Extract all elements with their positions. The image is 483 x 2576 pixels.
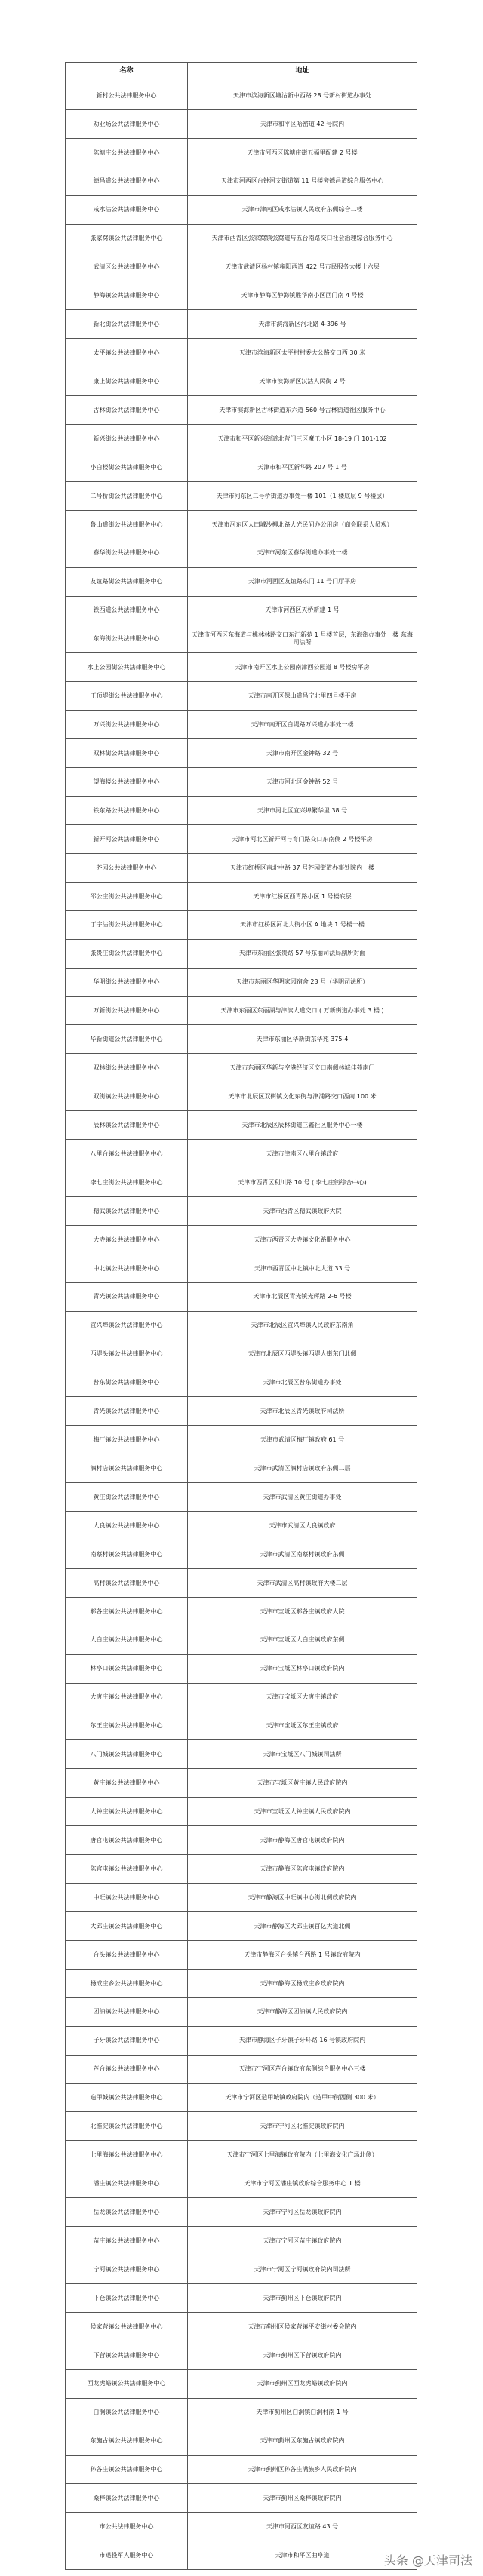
address-cell: 天津市河北区新开河与育门路交口东南侧 2 号楼平房 bbox=[188, 824, 417, 853]
address-cell: 天津市和平区哈密道 42 号院内 bbox=[188, 109, 417, 138]
address-cell: 天津市东丽区华明家园宿舍 23 号（华明司法所） bbox=[188, 968, 417, 996]
center-name-cell: 李七庄街公共法律服务中心 bbox=[66, 1168, 188, 1197]
address-cell: 天津市津南区八里台镇政府 bbox=[188, 1140, 417, 1168]
address-cell: 天津市武清区梅厂镇政府 61 号 bbox=[188, 1426, 417, 1454]
column-header-address: 地址 bbox=[188, 63, 417, 81]
address-cell: 天津市西青区精武镇政府大院 bbox=[188, 1196, 417, 1225]
center-name-cell: 王顶堤街公共法律服务中心 bbox=[66, 682, 188, 711]
center-name-cell: 双林街公共法律服务中心 bbox=[66, 739, 188, 768]
address-cell: 天津市和平区新华路 207 号 1 号 bbox=[188, 453, 417, 481]
address-cell: 天津市静海区台头镇台西路 1 号镇政府院内 bbox=[188, 1940, 417, 1969]
table-row bbox=[66, 1082, 417, 1111]
address-cell: 天津市宁河区七里海镇政府院内（七里海文化广场北侧） bbox=[188, 2141, 417, 2169]
center-name-cell: 华明街公共法律服务中心 bbox=[66, 968, 188, 996]
center-name-cell: 铁西道公共法律服务中心 bbox=[66, 596, 188, 625]
address-cell: 天津市蓟州区侯家营镇平安街村委会院内 bbox=[188, 2312, 417, 2341]
address-cell: 天津市津南区咸水沽镇人民政府东侧综合二楼 bbox=[188, 195, 417, 224]
table-row bbox=[66, 1997, 417, 2026]
center-name-cell: 苗庄镇公共法律服务中心 bbox=[66, 2227, 188, 2255]
center-name-cell: 大钟庄镇公共法律服务中心 bbox=[66, 1798, 188, 1826]
table-row bbox=[66, 510, 417, 539]
center-name-cell: 芥园公共法律服务中心 bbox=[66, 853, 188, 882]
address-cell: 天津市北辰区宜兴埠镇人民政府东南角 bbox=[188, 1311, 417, 1340]
address-cell: 天津市南开区水上公园南津西公园道 8 号楼房平房 bbox=[188, 653, 417, 682]
address-cell: 天津市静海区杨成庄乡政府院内 bbox=[188, 1969, 417, 1997]
address-cell: 天津市蓟州区东施古镇政府院内 bbox=[188, 2427, 417, 2455]
address-cell: 天津市西青区张家窝镇张窝道与五台南路交口社会治理综合服务中心 bbox=[188, 224, 417, 253]
table-row bbox=[66, 1568, 417, 1597]
address-cell: 天津市红桥区南北中路 37 号芥园街道办事处院内一楼 bbox=[188, 853, 417, 882]
center-name-cell: 新兴街公共法律服务中心 bbox=[66, 425, 188, 453]
center-name-cell: 侯家营镇公共法律服务中心 bbox=[66, 2312, 188, 2341]
table-row bbox=[66, 739, 417, 768]
address-cell: 天津市河西区台钟河支街道第 11 号楼旁德昌道综合服务中心 bbox=[188, 167, 417, 195]
center-name-cell: 康上街公共法律服务中心 bbox=[66, 367, 188, 396]
table-row bbox=[66, 1712, 417, 1740]
center-name-cell: 东海街公共法律服务中心 bbox=[66, 625, 188, 653]
address-cell: 天津市东丽区华新街东华苑 375-4 bbox=[188, 1025, 417, 1054]
table-row bbox=[66, 2398, 417, 2427]
center-name-cell: 八里台镇公共法律服务中心 bbox=[66, 1140, 188, 1168]
center-name-cell: 万新街公共法律服务中心 bbox=[66, 996, 188, 1025]
center-name-cell: 劝业场公共法律服务中心 bbox=[66, 109, 188, 138]
center-name-cell: 桑梓镇公共法律服务中心 bbox=[66, 2484, 188, 2513]
center-name-cell: 潘庄镇公共法律服务中心 bbox=[66, 2169, 188, 2198]
address-cell: 天津市北辰区青光镇政府司法所 bbox=[188, 1397, 417, 1426]
address-cell: 天津市宝坻区黄庄镇人民政府院内 bbox=[188, 1769, 417, 1798]
table-row bbox=[66, 711, 417, 739]
center-name-cell: 二号桥街公共法律服务中心 bbox=[66, 481, 188, 510]
table-row bbox=[66, 1740, 417, 1769]
address-cell: 天津市宝坻区郝各庄镇政府大院 bbox=[188, 1597, 417, 1626]
address-cell: 天津市静海区陈官屯镇政府院内 bbox=[188, 1855, 417, 1884]
center-name-cell: 市公共法律服务中心 bbox=[66, 2513, 188, 2541]
address-cell: 天津市北辰区青光镇光辉路 2-6 号楼 bbox=[188, 1282, 417, 1311]
address-cell: 天津市武清区大良镇政府 bbox=[188, 1512, 417, 1540]
table-header-row bbox=[66, 63, 417, 81]
table-row bbox=[66, 195, 417, 224]
table-row bbox=[66, 253, 417, 281]
table-row bbox=[66, 539, 417, 567]
address-cell: 天津市南开区保山道昌宁北里四号楼平房 bbox=[188, 682, 417, 711]
table-row bbox=[66, 1483, 417, 1512]
table-row bbox=[66, 224, 417, 253]
center-name-cell: 市退役军人服务中心 bbox=[66, 2541, 188, 2570]
address-cell: 天津市红桥区河北大街小区 A 地块 1 号楼一楼 bbox=[188, 910, 417, 939]
table-row bbox=[66, 653, 417, 682]
table-row bbox=[66, 1025, 417, 1054]
table-row bbox=[66, 768, 417, 797]
address-cell: 天津市武清区泗村店镇政府东侧二层 bbox=[188, 1454, 417, 1483]
center-name-cell: 青光镇公共法律服务中心 bbox=[66, 1282, 188, 1311]
address-cell: 天津市静海区团泊镇人民政府院内 bbox=[188, 1997, 417, 2026]
center-name-cell: 大白庄镇公共法律服务中心 bbox=[66, 1626, 188, 1654]
center-name-cell: 望海楼公共法律服务中心 bbox=[66, 768, 188, 797]
center-name-cell: 造甲城镇公共法律服务中心 bbox=[66, 2083, 188, 2112]
center-name-cell: 泗村店镇公共法律服务中心 bbox=[66, 1454, 188, 1483]
address-cell: 天津市宝坻区大唐庄镇政府 bbox=[188, 1683, 417, 1712]
table-row bbox=[66, 797, 417, 825]
table-row bbox=[66, 2198, 417, 2227]
table-row bbox=[66, 2541, 417, 2570]
table-row bbox=[66, 1168, 417, 1197]
center-name-cell: 张家窝镇公共法律服务中心 bbox=[66, 224, 188, 253]
center-name-cell: 邵公庄街公共法律服务中心 bbox=[66, 882, 188, 910]
center-name-cell: 梅厂镇公共法律服务中心 bbox=[66, 1426, 188, 1454]
center-name-cell: 西龙虎峪镇公共法律服务中心 bbox=[66, 2369, 188, 2398]
table-row bbox=[66, 625, 417, 653]
table-row bbox=[66, 396, 417, 425]
center-name-cell: 黄庄镇公共法律服务中心 bbox=[66, 1769, 188, 1798]
table-row bbox=[66, 1368, 417, 1397]
center-name-cell: 德昌道公共法律服务中心 bbox=[66, 167, 188, 195]
center-name-cell: 张贵庄街公共法律服务中心 bbox=[66, 939, 188, 968]
table-row bbox=[66, 367, 417, 396]
table-row bbox=[66, 2083, 417, 2112]
address-cell: 天津市宝坻区林亭口镇政府院内 bbox=[188, 1654, 417, 1683]
address-cell: 天津市静海区静海镇胜华南小区西门南 4 号楼 bbox=[188, 281, 417, 310]
address-cell: 天津市滨海新区太平村村委大公路交口西 30 米 bbox=[188, 339, 417, 367]
address-cell: 天津市静海区子牙镇子牙环路 16 号镇政府院内 bbox=[188, 2026, 417, 2055]
address-cell: 天津市东丽区华新与空港经济区交口南侧林城佳苑南门 bbox=[188, 1054, 417, 1082]
center-name-cell: 鲁山道街公共法律服务中心 bbox=[66, 510, 188, 539]
table-row bbox=[66, 1769, 417, 1798]
watermark: 头条 @天津司法 bbox=[383, 2553, 472, 2568]
table-row bbox=[66, 1340, 417, 1368]
table-row bbox=[66, 1311, 417, 1340]
center-name-cell: 双林街公共法律服务中心 bbox=[66, 1054, 188, 1082]
center-name-cell: 团泊镇公共法律服务中心 bbox=[66, 1997, 188, 2026]
table-row bbox=[66, 281, 417, 310]
address-cell: 天津市宁河区造甲城镇政府院内（造甲中街西侧 300 米） bbox=[188, 2083, 417, 2112]
address-cell: 天津市宝坻区大白庄镇政府东侧 bbox=[188, 1626, 417, 1654]
table-row bbox=[66, 1626, 417, 1654]
center-name-cell: 中北镇公共法律服务中心 bbox=[66, 1254, 188, 1282]
center-name-cell: 白涧镇公共法律服务中心 bbox=[66, 2398, 188, 2427]
table-row bbox=[66, 2141, 417, 2169]
table-row bbox=[66, 1397, 417, 1426]
table-row bbox=[66, 167, 417, 195]
address-cell: 天津市河北区金钟路 52 号 bbox=[188, 768, 417, 797]
address-cell: 天津市宁河区芦台镇政府东侧综合服务中心三楼 bbox=[188, 2055, 417, 2083]
address-cell: 天津市武清区杨村镇雍阳西道 422 号市民服务大楼十六层 bbox=[188, 253, 417, 281]
center-name-cell: 西堤头镇公共法律服务中心 bbox=[66, 1340, 188, 1368]
center-name-cell: 孙各庄镇公共法律服务中心 bbox=[66, 2455, 188, 2484]
table-row bbox=[66, 310, 417, 339]
center-name-cell: 尔王庄镇公共法律服务中心 bbox=[66, 1712, 188, 1740]
address-cell: 天津市红桥区西青路小区 1 号楼底层 bbox=[188, 882, 417, 910]
table-row bbox=[66, 853, 417, 882]
address-cell: 天津市东丽区东丽湖与津滨大道交口 ( 万新街道办事处 3 楼 ) bbox=[188, 996, 417, 1025]
center-name-cell: 宜兴埠镇公共法律服务中心 bbox=[66, 1311, 188, 1340]
center-name-cell: 中旺镇公共法律服务中心 bbox=[66, 1884, 188, 1912]
center-name-cell: 静海镇公共法律服务中心 bbox=[66, 281, 188, 310]
table-row bbox=[66, 910, 417, 939]
table-row bbox=[66, 1111, 417, 1140]
address-cell: 天津市宁河区北淮淀镇政府院内 bbox=[188, 2112, 417, 2141]
address-cell: 天津市滨海新区河北路 4-396 号 bbox=[188, 310, 417, 339]
center-name-cell: 南蔡村镇公共法律服务中心 bbox=[66, 1540, 188, 1569]
address-cell: 天津市和平区新兴街道北营门三区魔工小区 18-19 门 101-102 bbox=[188, 425, 417, 453]
table-row bbox=[66, 1884, 417, 1912]
table-row bbox=[66, 1912, 417, 1941]
table-row bbox=[66, 1654, 417, 1683]
center-name-cell: 杨成庄乡公共法律服务中心 bbox=[66, 1969, 188, 1997]
table-row bbox=[66, 2255, 417, 2284]
table-row bbox=[66, 1826, 417, 1855]
address-cell: 天津市蓟州区桑梓镇政府院内 bbox=[188, 2484, 417, 2513]
column-header-name: 名称 bbox=[66, 63, 188, 81]
address-cell: 天津市静海区大邱庄镇百亿大道北侧 bbox=[188, 1912, 417, 1941]
address-cell: 天津市河东区大田城沙柳北路大光民间办公用房（商会联系人员观） bbox=[188, 510, 417, 539]
center-name-cell: 大邱庄镇公共法律服务中心 bbox=[66, 1912, 188, 1941]
address-cell: 天津市和平区曲阜道 bbox=[188, 2541, 417, 2570]
center-name-cell: 丁字沽街公共法律服务中心 bbox=[66, 910, 188, 939]
center-name-cell: 小白楼街公共法律服务中心 bbox=[66, 453, 188, 481]
table-row bbox=[66, 2283, 417, 2312]
table-row bbox=[66, 1454, 417, 1483]
address-cell: 天津市武清区高村镇政府大楼二层 bbox=[188, 1568, 417, 1597]
address-cell: 天津市宁河区潘庄镇政府综合服务中心 1 楼 bbox=[188, 2169, 417, 2198]
address-cell: 天津市蓟州区下仓镇政府院内 bbox=[188, 2283, 417, 2312]
table-row bbox=[66, 1855, 417, 1884]
center-name-cell: 古林街公共法律服务中心 bbox=[66, 396, 188, 425]
center-name-cell: 黄庄街公共法律服务中心 bbox=[66, 1483, 188, 1512]
center-name-cell: 大寺镇公共法律服务中心 bbox=[66, 1225, 188, 1254]
table-row bbox=[66, 939, 417, 968]
address-cell: 天津市武清区黄庄街道办事处 bbox=[188, 1483, 417, 1512]
center-name-cell: 华新街道公共法律服务中心 bbox=[66, 1025, 188, 1054]
table-row bbox=[66, 2055, 417, 2083]
center-name-cell: 精武镇公共法律服务中心 bbox=[66, 1196, 188, 1225]
table-row bbox=[66, 2369, 417, 2398]
center-name-cell: 青光镇公共法律服务中心 bbox=[66, 1397, 188, 1426]
address-cell: 天津市滨海新区古林街道东六道 560 号古林街道社区服务中心 bbox=[188, 396, 417, 425]
center-name-cell: 春华街公共法律服务中心 bbox=[66, 539, 188, 567]
table-row bbox=[66, 2455, 417, 2484]
address-cell: 天津市东丽区张贵路 57 号东丽司法局副所对面 bbox=[188, 939, 417, 968]
center-name-cell: 岳龙镇公共法律服务中心 bbox=[66, 2198, 188, 2227]
center-name-cell: 新北街公共法律服务中心 bbox=[66, 310, 188, 339]
address-cell: 天津市滨海新区汉沽人民街 2 号 bbox=[188, 367, 417, 396]
table-row bbox=[66, 1282, 417, 1311]
table-row bbox=[66, 1254, 417, 1282]
table-row bbox=[66, 425, 417, 453]
address-cell: 天津市西青区大寺镇文化路服务中心 bbox=[188, 1225, 417, 1254]
table-row bbox=[66, 2341, 417, 2369]
address-cell: 天津市南开区白堤路万兴道办事处一楼 bbox=[188, 711, 417, 739]
address-cell: 天津市河东区春华街道办事处一楼 bbox=[188, 539, 417, 567]
table-row bbox=[66, 2026, 417, 2055]
center-name-cell: 子牙镇公共法律服务中心 bbox=[66, 2026, 188, 2055]
center-name-cell: 水上公园街公共法律服务中心 bbox=[66, 653, 188, 682]
table-row bbox=[66, 453, 417, 481]
table-row bbox=[66, 339, 417, 367]
address-cell: 天津市西青区利川路 10 号 ( 李七庄街综合中心) bbox=[188, 1168, 417, 1197]
table-row bbox=[66, 2427, 417, 2455]
center-name-cell: 下营镇公共法律服务中心 bbox=[66, 2341, 188, 2369]
table-row bbox=[66, 2513, 417, 2541]
center-name-cell: 高村镇公共法律服务中心 bbox=[66, 1568, 188, 1597]
table-row bbox=[66, 1683, 417, 1712]
address-cell: 天津市宝坻区尔王庄镇政府 bbox=[188, 1712, 417, 1740]
table-row bbox=[66, 682, 417, 711]
center-name-cell: 普东街公共法律服务中心 bbox=[66, 1368, 188, 1397]
address-cell: 天津市河北区宜兴埠繁华里 38 号 bbox=[188, 797, 417, 825]
table-row bbox=[66, 968, 417, 996]
table-row bbox=[66, 109, 417, 138]
address-cell: 天津市河西区天桥新建 1 号 bbox=[188, 596, 417, 625]
address-cell: 天津市河东区二号桥街道办事处一楼 101（1 楼底层 9 号楼层） bbox=[188, 481, 417, 510]
table-row bbox=[66, 596, 417, 625]
address-cell: 天津市北辰区西堤头镇西堤大街东门北侧 bbox=[188, 1340, 417, 1368]
table-row bbox=[66, 1597, 417, 1626]
table-row bbox=[66, 567, 417, 596]
center-name-cell: 宁河镇公共法律服务中心 bbox=[66, 2255, 188, 2284]
address-cell: 天津市河西区友谊路东门 11 号门厅平房 bbox=[188, 567, 417, 596]
center-name-cell: 新开河公共法律服务中心 bbox=[66, 824, 188, 853]
address-cell: 天津市蓟州区下营镇政府院内 bbox=[188, 2341, 417, 2369]
address-cell: 天津市宝坻区八门城镇司法所 bbox=[188, 1740, 417, 1769]
center-name-cell: 芦台镇公共法律服务中心 bbox=[66, 2055, 188, 2083]
center-name-cell: 大唐庄镇公共法律服务中心 bbox=[66, 1683, 188, 1712]
table-row bbox=[66, 2112, 417, 2141]
table-row bbox=[66, 1426, 417, 1454]
center-name-cell: 双街镇公共法律服务中心 bbox=[66, 1082, 188, 1111]
table-row bbox=[66, 138, 417, 167]
address-cell: 天津市南开区金钟路 32 号 bbox=[188, 739, 417, 768]
center-name-cell: 唐官屯镇公共法律服务中心 bbox=[66, 1826, 188, 1855]
table-row bbox=[66, 1140, 417, 1168]
table-row bbox=[66, 824, 417, 853]
table-row bbox=[66, 2169, 417, 2198]
center-name-cell: 新村公共法律服务中心 bbox=[66, 81, 188, 110]
address-cell: 天津市蓟州区孙各庄满族乡人民政府院内 bbox=[188, 2455, 417, 2484]
table-row bbox=[66, 1798, 417, 1826]
address-cell: 天津市北辰区双街镇文化东街与津浦路交口西南 100 米 bbox=[188, 1082, 417, 1111]
table-row bbox=[66, 996, 417, 1025]
table-row bbox=[66, 2227, 417, 2255]
table-row bbox=[66, 1512, 417, 1540]
address-cell: 天津市北辰区辰林街道三鑫社区服务中心一楼 bbox=[188, 1111, 417, 1140]
address-cell: 天津市蓟州区西龙虎峪镇政府院内 bbox=[188, 2369, 417, 2398]
center-name-cell: 辰林镇公共法律服务中心 bbox=[66, 1111, 188, 1140]
table-row bbox=[66, 1054, 417, 1082]
address-cell: 天津市滨海新区塘沽新中西路 28 号新村街道办事处 bbox=[188, 81, 417, 110]
center-name-cell: 陈塘庄公共法律服务中心 bbox=[66, 138, 188, 167]
address-cell: 天津市武清区南蔡村镇政府东侧 bbox=[188, 1540, 417, 1569]
center-name-cell: 咸水沽公共法律服务中心 bbox=[66, 195, 188, 224]
table-row bbox=[66, 2312, 417, 2341]
address-cell: 天津市宁河区岳龙镇政府院内 bbox=[188, 2198, 417, 2227]
center-name-cell: 八门城镇公共法律服务中心 bbox=[66, 1740, 188, 1769]
address-cell: 天津市西青区中北镇中北大道 33 号 bbox=[188, 1254, 417, 1282]
center-name-cell: 武清区公共法律服务中心 bbox=[66, 253, 188, 281]
address-cell: 天津市宁河区苗庄镇政府院内 bbox=[188, 2227, 417, 2255]
table-row bbox=[66, 2484, 417, 2513]
address-cell: 天津市北辰区普东街道办事处 bbox=[188, 1368, 417, 1397]
center-name-cell: 万兴街公共法律服务中心 bbox=[66, 711, 188, 739]
center-name-cell: 林亭口镇公共法律服务中心 bbox=[66, 1654, 188, 1683]
table-row bbox=[66, 1940, 417, 1969]
center-name-cell: 台头镇公共法律服务中心 bbox=[66, 1940, 188, 1969]
address-cell: 天津市宁河区宁河镇政府院内司法所 bbox=[188, 2255, 417, 2284]
table-row bbox=[66, 1225, 417, 1254]
table-row bbox=[66, 882, 417, 910]
table-row bbox=[66, 1540, 417, 1569]
table-row bbox=[66, 81, 417, 110]
table-body bbox=[66, 81, 417, 2570]
address-cell: 天津市河西区东海道与桃林林路交口东汇新苑 1 号楼首层，东海街办事处一楼 东海司法所 bbox=[188, 625, 417, 653]
center-name-cell: 友谊路街公共法律服务中心 bbox=[66, 567, 188, 596]
address-cell: 天津市河西区友谊路 43 号 bbox=[188, 2513, 417, 2541]
table-row bbox=[66, 1969, 417, 1997]
center-name-cell: 大良镇公共法律服务中心 bbox=[66, 1512, 188, 1540]
address-cell: 天津市静海区唐官屯镇政府院内 bbox=[188, 1826, 417, 1855]
table-row bbox=[66, 1196, 417, 1225]
address-cell: 天津市河西区陈塘庄街五福里配建 2 号楼 bbox=[188, 138, 417, 167]
center-name-cell: 下仓镇公共法律服务中心 bbox=[66, 2283, 188, 2312]
address-cell: 天津市宝坻区大钟庄镇人民政府院内 bbox=[188, 1798, 417, 1826]
center-name-cell: 太平镇公共法律服务中心 bbox=[66, 339, 188, 367]
center-name-cell: 陈官屯镇公共法律服务中心 bbox=[66, 1855, 188, 1884]
address-table bbox=[65, 62, 417, 2570]
center-name-cell: 东施古镇公共法律服务中心 bbox=[66, 2427, 188, 2455]
center-name-cell: 铁东路公共法律服务中心 bbox=[66, 797, 188, 825]
center-name-cell: 郝各庄镇公共法律服务中心 bbox=[66, 1597, 188, 1626]
center-name-cell: 七里海镇公共法律服务中心 bbox=[66, 2141, 188, 2169]
center-name-cell: 北淮淀镇公共法律服务中心 bbox=[66, 2112, 188, 2141]
address-cell: 天津市静海区中旺镇中心街北侧政府院内 bbox=[188, 1884, 417, 1912]
table-row bbox=[66, 481, 417, 510]
address-cell: 天津市蓟州区白涧镇白涧村南 1 号 bbox=[188, 2398, 417, 2427]
